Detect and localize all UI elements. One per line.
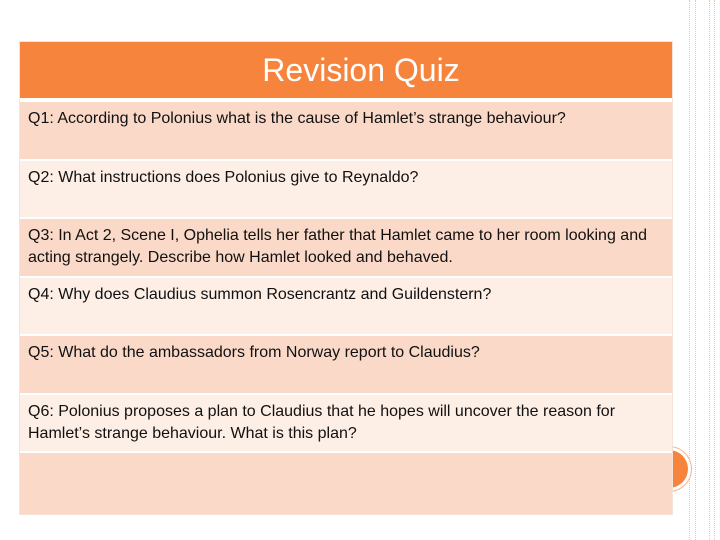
question-row-2: Q2: What instructions does Polonius give to Reynaldo?: [20, 159, 672, 218]
empty-row: [20, 451, 672, 514]
decorative-dotted-rule: [689, 0, 690, 540]
question-row-1: Q1: According to Polonius what is the cause of Hamlet’s strange behaviour?: [20, 100, 672, 159]
question-row-4: Q4: Why does Claudius summon Rosencrantz and Guildenstern?: [20, 276, 672, 335]
question-row-3: Q3: In Act 2, Scene I, Ophelia tells her father that Hamlet came to her room looking and acting strangely. Describe how Hamlet looked and behaved.: [20, 217, 672, 276]
decorative-dotted-rule: [714, 0, 715, 540]
quiz-table: [20, 42, 672, 514]
decorative-dotted-rule: [695, 0, 696, 540]
question-row-6: Q6: Polonius proposes a plan to Claudius that he hopes will uncover the reason for Hamlet’s strange behaviour. What is this plan?: [20, 393, 672, 452]
question-row-5: Q5: What do the ambassadors from Norway report to Claudius?: [20, 334, 672, 393]
decorative-dotted-rule: [709, 0, 710, 540]
quiz-title: Revision Quiz: [20, 42, 672, 100]
